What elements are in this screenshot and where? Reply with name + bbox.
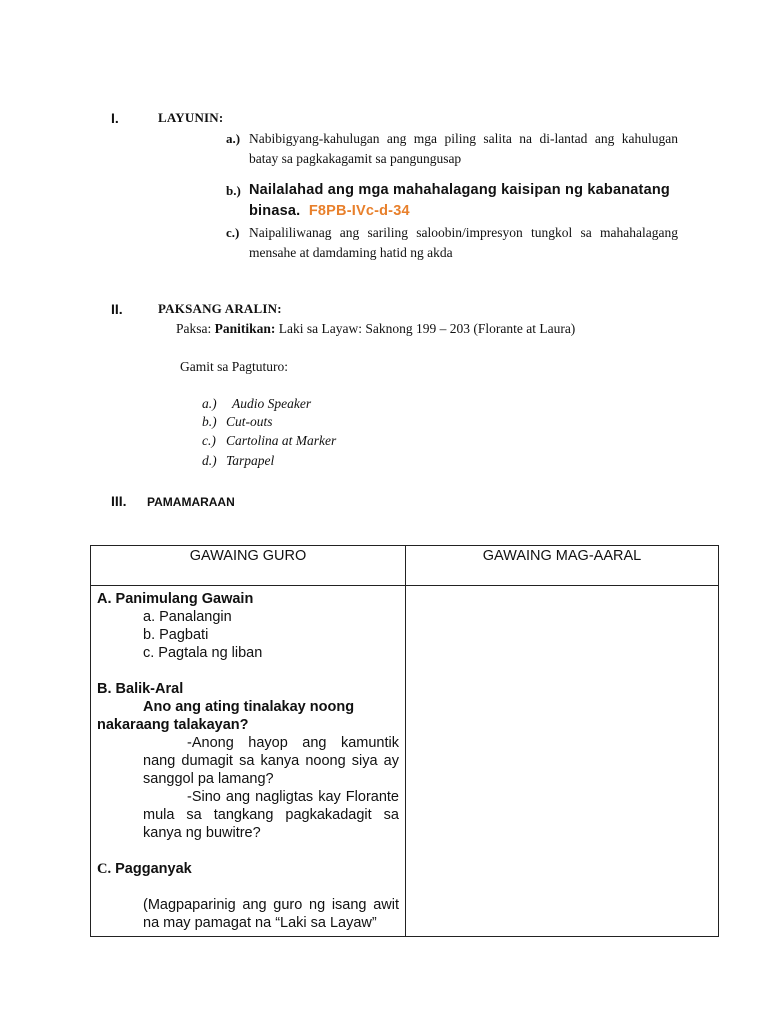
- objective-c-letter: c.): [226, 225, 240, 240]
- procedure-table: [90, 545, 719, 937]
- pagganyak-title: [97, 860, 399, 878]
- section-3-title: PAMAMARAAN: [147, 495, 235, 509]
- balik-aral-q1: -Anong hayop ang kamuntik nang dumagit sa kanya noong siya ay sanggol pa lamang?: [143, 735, 399, 787]
- objective-b-code: F8PB-IVc-d-34: [308, 203, 410, 219]
- header-gawaing-mag-aaral: GAWAING MAG-AARAL: [406, 546, 719, 586]
- objective-a-letter: a.): [226, 131, 241, 146]
- objective-b-label: Nailalahad ang mga mahahalagang kaisipan ng kabanatang binasa.: [249, 182, 670, 219]
- material-b-text: Cut-outs: [226, 414, 273, 429]
- paksa-bold: Panitikan:: [214, 321, 276, 336]
- table-header-row: [91, 546, 719, 586]
- material-b-letter: b.): [202, 414, 217, 429]
- objective-b-letter: b.): [226, 183, 241, 198]
- table-row: [91, 586, 719, 937]
- objective-a-text: Nabibigyang-kahulugan ang mga piling salita na di-lantad ang kahulugan batay sa pagkakagamit sa pangungusap: [249, 131, 678, 166]
- guro-cell: [91, 586, 406, 937]
- balik-aral-title: B. Balik-Aral: [97, 681, 184, 697]
- material-a-letter: a.): [202, 396, 217, 411]
- list-item: c. Pagtala ng liban: [143, 645, 263, 661]
- section-3-numeral: III.: [111, 493, 127, 509]
- header-gawaing-guro: GAWAING GURO: [91, 546, 406, 586]
- paksa-line: [176, 321, 575, 337]
- balik-aral-q2: -Sino ang nagligtas kay Florante mula sa tangkang pagkakadagit sa kanya ng buwitre?: [143, 789, 399, 841]
- panimulang-gawain-title: A. Panimulang Gawain: [97, 591, 254, 607]
- mag-aaral-cell: [406, 586, 719, 937]
- material-c-letter: c.): [202, 433, 216, 448]
- material-d-letter: d.): [202, 453, 217, 468]
- paksa-text: Laki sa Layaw: Saknong 199 – 203 (Florante at Laura): [278, 321, 576, 336]
- pagganyak-letter: C.: [97, 861, 112, 877]
- list-item: a. Panalangin: [143, 609, 232, 625]
- pagganyak-text: (Magpaparinig ang guro ng isang awit na may pamagat na “Laki sa Layaw”: [143, 897, 399, 931]
- material-d-text: Tarpapel: [226, 453, 275, 468]
- list-item: b. Pagbati: [143, 627, 209, 643]
- balik-aral-question: Ano ang ating tinalakay noong nakaraang talakayan?: [97, 699, 355, 733]
- section-1-numeral: I.: [111, 110, 119, 126]
- paksa-label: Paksa:: [176, 321, 212, 336]
- section-2-title: PAKSANG ARALIN:: [158, 301, 282, 316]
- section-2-numeral: II.: [111, 301, 123, 317]
- gamit-label: Gamit sa Pagtuturo:: [180, 359, 288, 374]
- objective-b-text: [249, 180, 679, 222]
- material-a-text: Audio Speaker: [232, 396, 312, 411]
- objective-c-text: Naipaliliwanag ang sariling saloobin/impresyon tungkol sa mahahalagang mensahe at damdaming hatid ng akda: [249, 225, 678, 260]
- material-c-text: Cartolina at Marker: [226, 433, 337, 448]
- pagganyak-label: Pagganyak: [115, 861, 192, 877]
- section-1-title: LAYUNIN:: [158, 110, 224, 125]
